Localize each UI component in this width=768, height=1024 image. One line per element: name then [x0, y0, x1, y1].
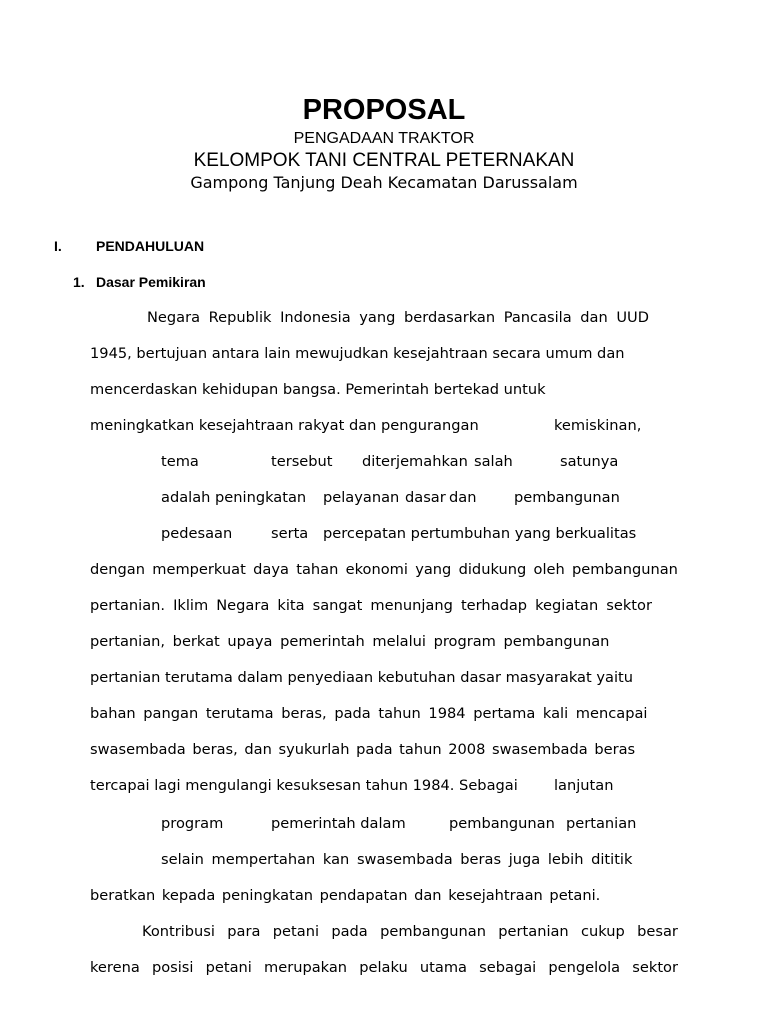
paragraph-line: pertanian terutama dalam penyediaan kebutuhan dasar masyarakat yaitu — [90, 669, 633, 686]
paragraph-line: Negara Republik Indonesia yang berdasarkan Pancasila dan UUD — [147, 309, 649, 326]
paragraph-line: lanjutan — [554, 777, 614, 794]
paragraph-line: tercapai lagi mengulangi kesuksesan tahun 1984. Sebagai — [90, 777, 518, 794]
paragraph-word: tema — [161, 453, 199, 470]
paragraph-word: dasar — [405, 489, 446, 506]
group-name: KELOMPOK TANI CENTRAL PETERNAKAN — [193, 150, 575, 171]
paragraph-line: kerena posisi petani merupakan pelaku utama sebagai pengelola sektor — [90, 959, 678, 976]
paragraph-word: tersebut — [271, 453, 333, 470]
paragraph-line: Kontribusi para petani pada pembangunan pertanian cukup besar — [142, 923, 678, 940]
paragraph-word: program — [161, 815, 224, 832]
paragraph-line: pertanian. Iklim Negara kita sangat menunjang terhadap kegiatan sektor — [90, 597, 652, 614]
paragraph-word: pelayanan — [323, 489, 400, 506]
paragraph-word: percepatan pertumbuhan yang berkualitas — [323, 525, 637, 542]
paragraph-line: meningkatkan kesejahtraan rakyat dan pengurangan — [90, 417, 479, 434]
paragraph-word: pembangunan — [449, 815, 555, 832]
paragraph-word: serta — [271, 525, 309, 542]
section-title: PENDAHULUAN — [96, 238, 205, 254]
document-title: PROPOSAL — [302, 94, 466, 126]
subsection-number: 1. — [73, 274, 85, 290]
paragraph-word: pertanian — [566, 815, 637, 832]
section-number: I. — [54, 238, 62, 254]
paragraph-line: bahan pangan terutama beras, pada tahun 1984 pertama kali mencapai — [90, 705, 648, 722]
paragraph-word: satunya — [560, 453, 619, 470]
location-line: Gampong Tanjung Deah Kecamatan Darussalam — [190, 173, 578, 192]
paragraph-word: dan — [449, 489, 477, 506]
paragraph-word: salah — [474, 453, 513, 470]
paragraph-word: diterjemahkan — [362, 453, 468, 470]
paragraph-line: pertanian, berkat upaya pemerintah melalui program pembangunan — [90, 633, 610, 650]
paragraph-word: pemerintah dalam — [271, 815, 406, 832]
paragraph-line: dengan memperkuat daya tahan ekonomi yang didukung oleh pembangunan — [90, 561, 678, 578]
paragraph-line: selain mempertahan kan swasembada beras juga lebih dititik — [161, 851, 633, 868]
paragraph-word: adalah peningkatan — [161, 489, 307, 506]
paragraph-line: kemiskinan, — [554, 417, 642, 434]
document-subtitle: PENGADAAN TRAKTOR — [293, 130, 475, 147]
paragraph-line: 1945, bertujuan antara lain mewujudkan kesejahtraan secara umum dan — [90, 345, 625, 362]
paragraph-word: pembangunan — [514, 489, 620, 506]
paragraph-line: swasembada beras, dan syukurlah pada tahun 2008 swasembada beras — [90, 741, 636, 758]
paragraph-line: beratkan kepada peningkatan pendapatan dan kesejahtraan petani. — [90, 887, 601, 904]
paragraph-line: mencerdaskan kehidupan bangsa. Pemerintah bertekad untuk — [90, 381, 546, 398]
subsection-title: Dasar Pemikiran — [96, 274, 206, 290]
paragraph-word: pedesaan — [161, 525, 233, 542]
